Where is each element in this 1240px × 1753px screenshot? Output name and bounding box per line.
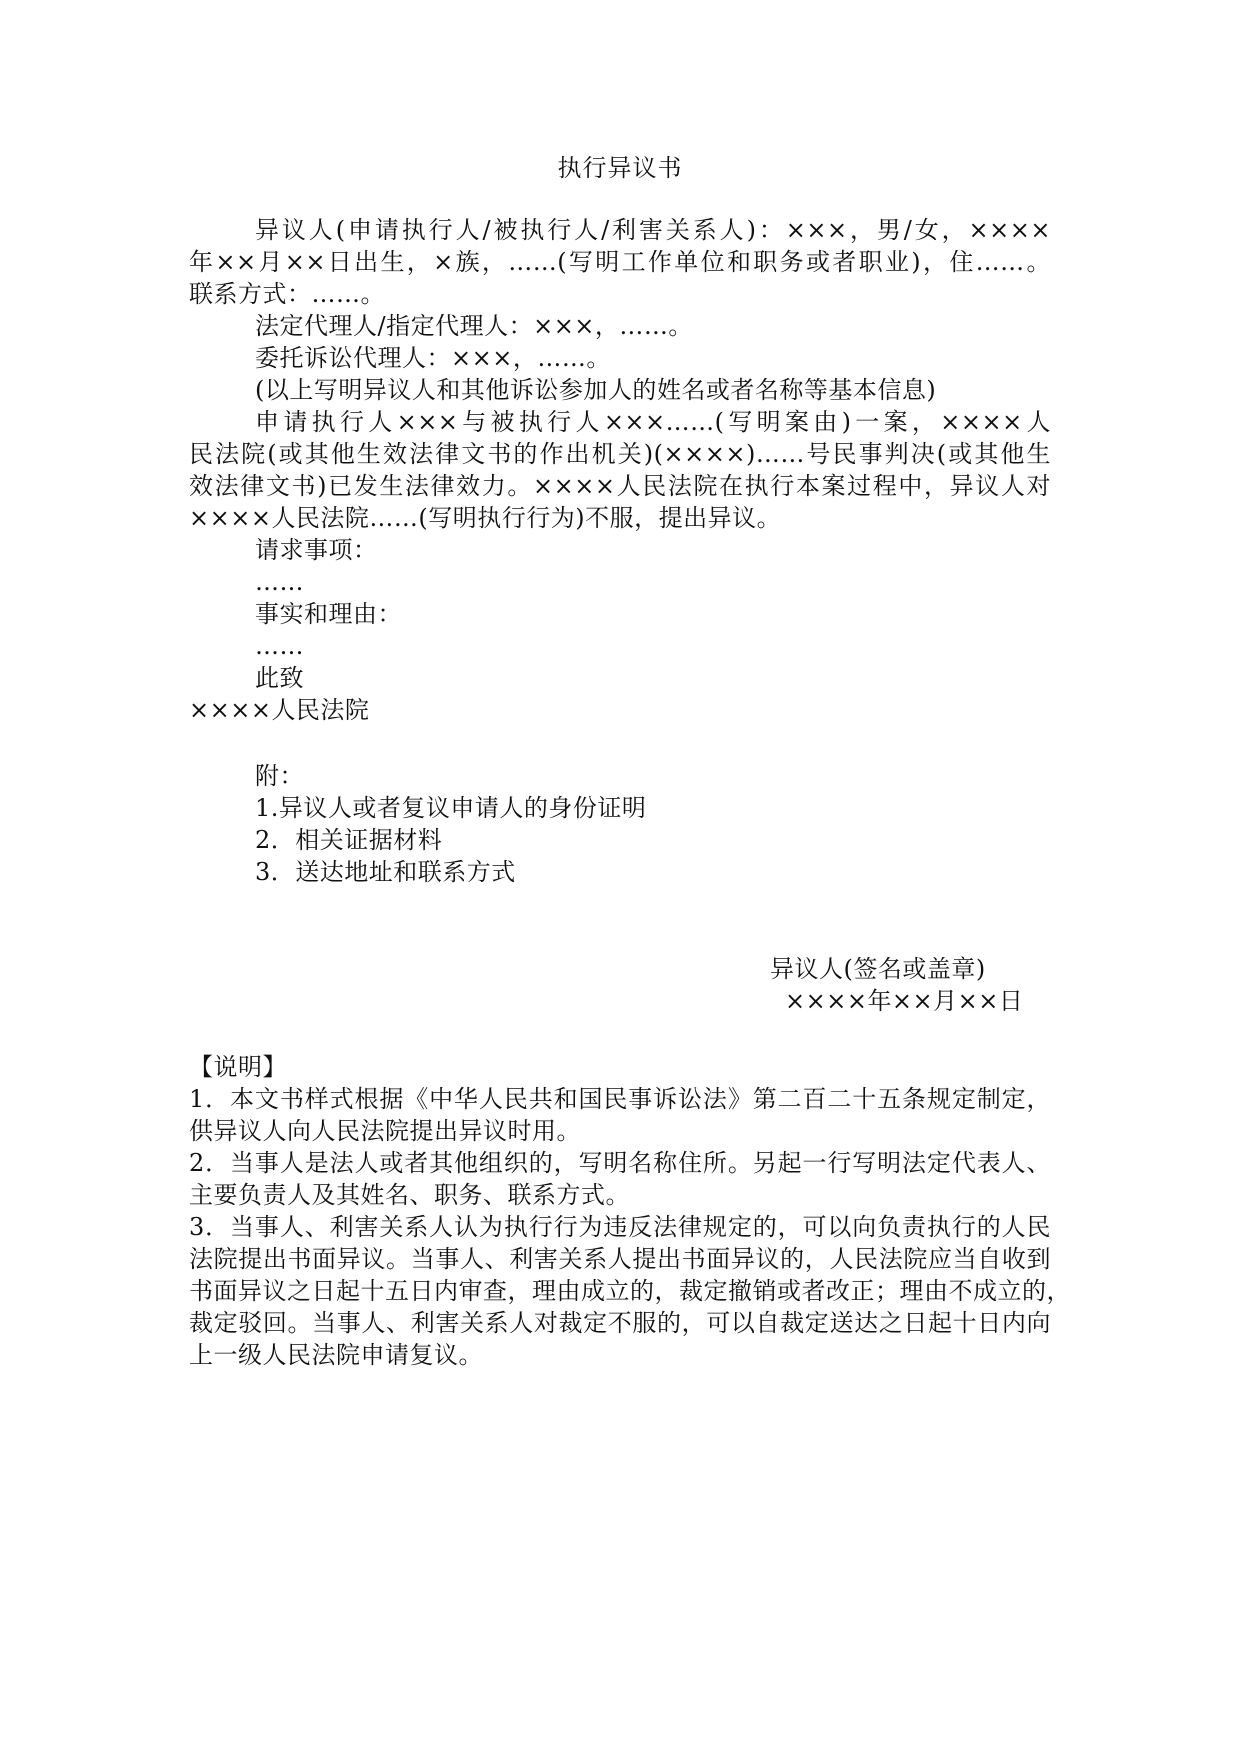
notes-line: 上一级人民法院申请复议。 [189, 1341, 483, 1369]
parties-note: (以上写明异议人和其他诉讼参加人的姓名或者名称等基本信息) [255, 376, 937, 404]
requests-content: …… [255, 568, 304, 596]
objector-line-2: 年××月××日出生，×族，……(写明工作单位和职务或者职业)，住……。 [189, 248, 1051, 276]
attachment-item: 1.异议人或者复议申请人的身份证明 [255, 794, 647, 822]
notes-line: 1．本文书样式根据《中华人民共和国民事诉讼法》第二百二十五条规定制定， [189, 1085, 1051, 1113]
attachment-item: 2．相关证据材料 [255, 826, 443, 854]
body-line-1: 申请执行人×××与被执行人×××……(写明案由)一案，××××人 [255, 408, 1051, 436]
body-line-3: 效法律文书)已发生法律效力。××××人民法院在执行本案过程中，异议人对 [189, 472, 1051, 500]
body-line-4: ××××人民法院……(写明执行行为)不服，提出异议。 [189, 504, 782, 532]
salutation: 此致 [255, 664, 304, 692]
objector-contact: 联系方式：……。 [189, 280, 385, 308]
notes-line: 主要负责人及其姓名、职务、联系方式。 [189, 1181, 630, 1209]
signature-name: 异议人(签名或盖章) [770, 955, 986, 983]
body-line-2: 民法院(或其他生效法律文书的作出机关)(××××)……号民事判决(或其他生 [189, 440, 1051, 468]
notes-line: 供异议人向人民法院提出异议时用。 [189, 1117, 581, 1145]
notes-line: 法院提出书面异议。当事人、利害关系人提出书面异议的，人民法院应当自收到 [189, 1245, 1051, 1273]
entrusted-agent: 委托诉讼代理人：×××，……。 [255, 344, 611, 372]
attachment-item: 3．送达地址和联系方式 [255, 858, 516, 886]
notes-line: 书面异议之日起十五日内审查，理由成立的，裁定撤销或者改正；理由不成立的， [189, 1277, 1071, 1305]
requests-label: 请求事项： [255, 536, 378, 564]
attachments-label: 附： [255, 762, 304, 790]
facts-label: 事实和理由： [255, 600, 402, 628]
notes-header: 【说明】 [189, 1053, 287, 1081]
legal-representative: 法定代理人/指定代理人：×××，……。 [255, 312, 693, 340]
facts-content: …… [255, 632, 304, 660]
notes-line: 2．当事人是法人或者其他组织的，写明名称住所。另起一行写明法定代表人、 [189, 1149, 1051, 1177]
recipient-court: ××××人民法院 [189, 696, 370, 724]
notes-line: 3．当事人、利害关系人认为执行行为违反法律规定的，可以向负责执行的人民 [189, 1213, 1051, 1241]
notes-line: 裁定驳回。当事人、利害关系人对裁定不服的，可以自裁定送达之日起十日内向 [189, 1309, 1051, 1337]
objector-line-1: 异议人(申请执行人/被执行人/利害关系人)：×××，男/女，×××× [255, 216, 1051, 244]
document-title: 执行异议书 [557, 154, 683, 182]
signature-date: ××××年××月××日 [785, 987, 1024, 1015]
